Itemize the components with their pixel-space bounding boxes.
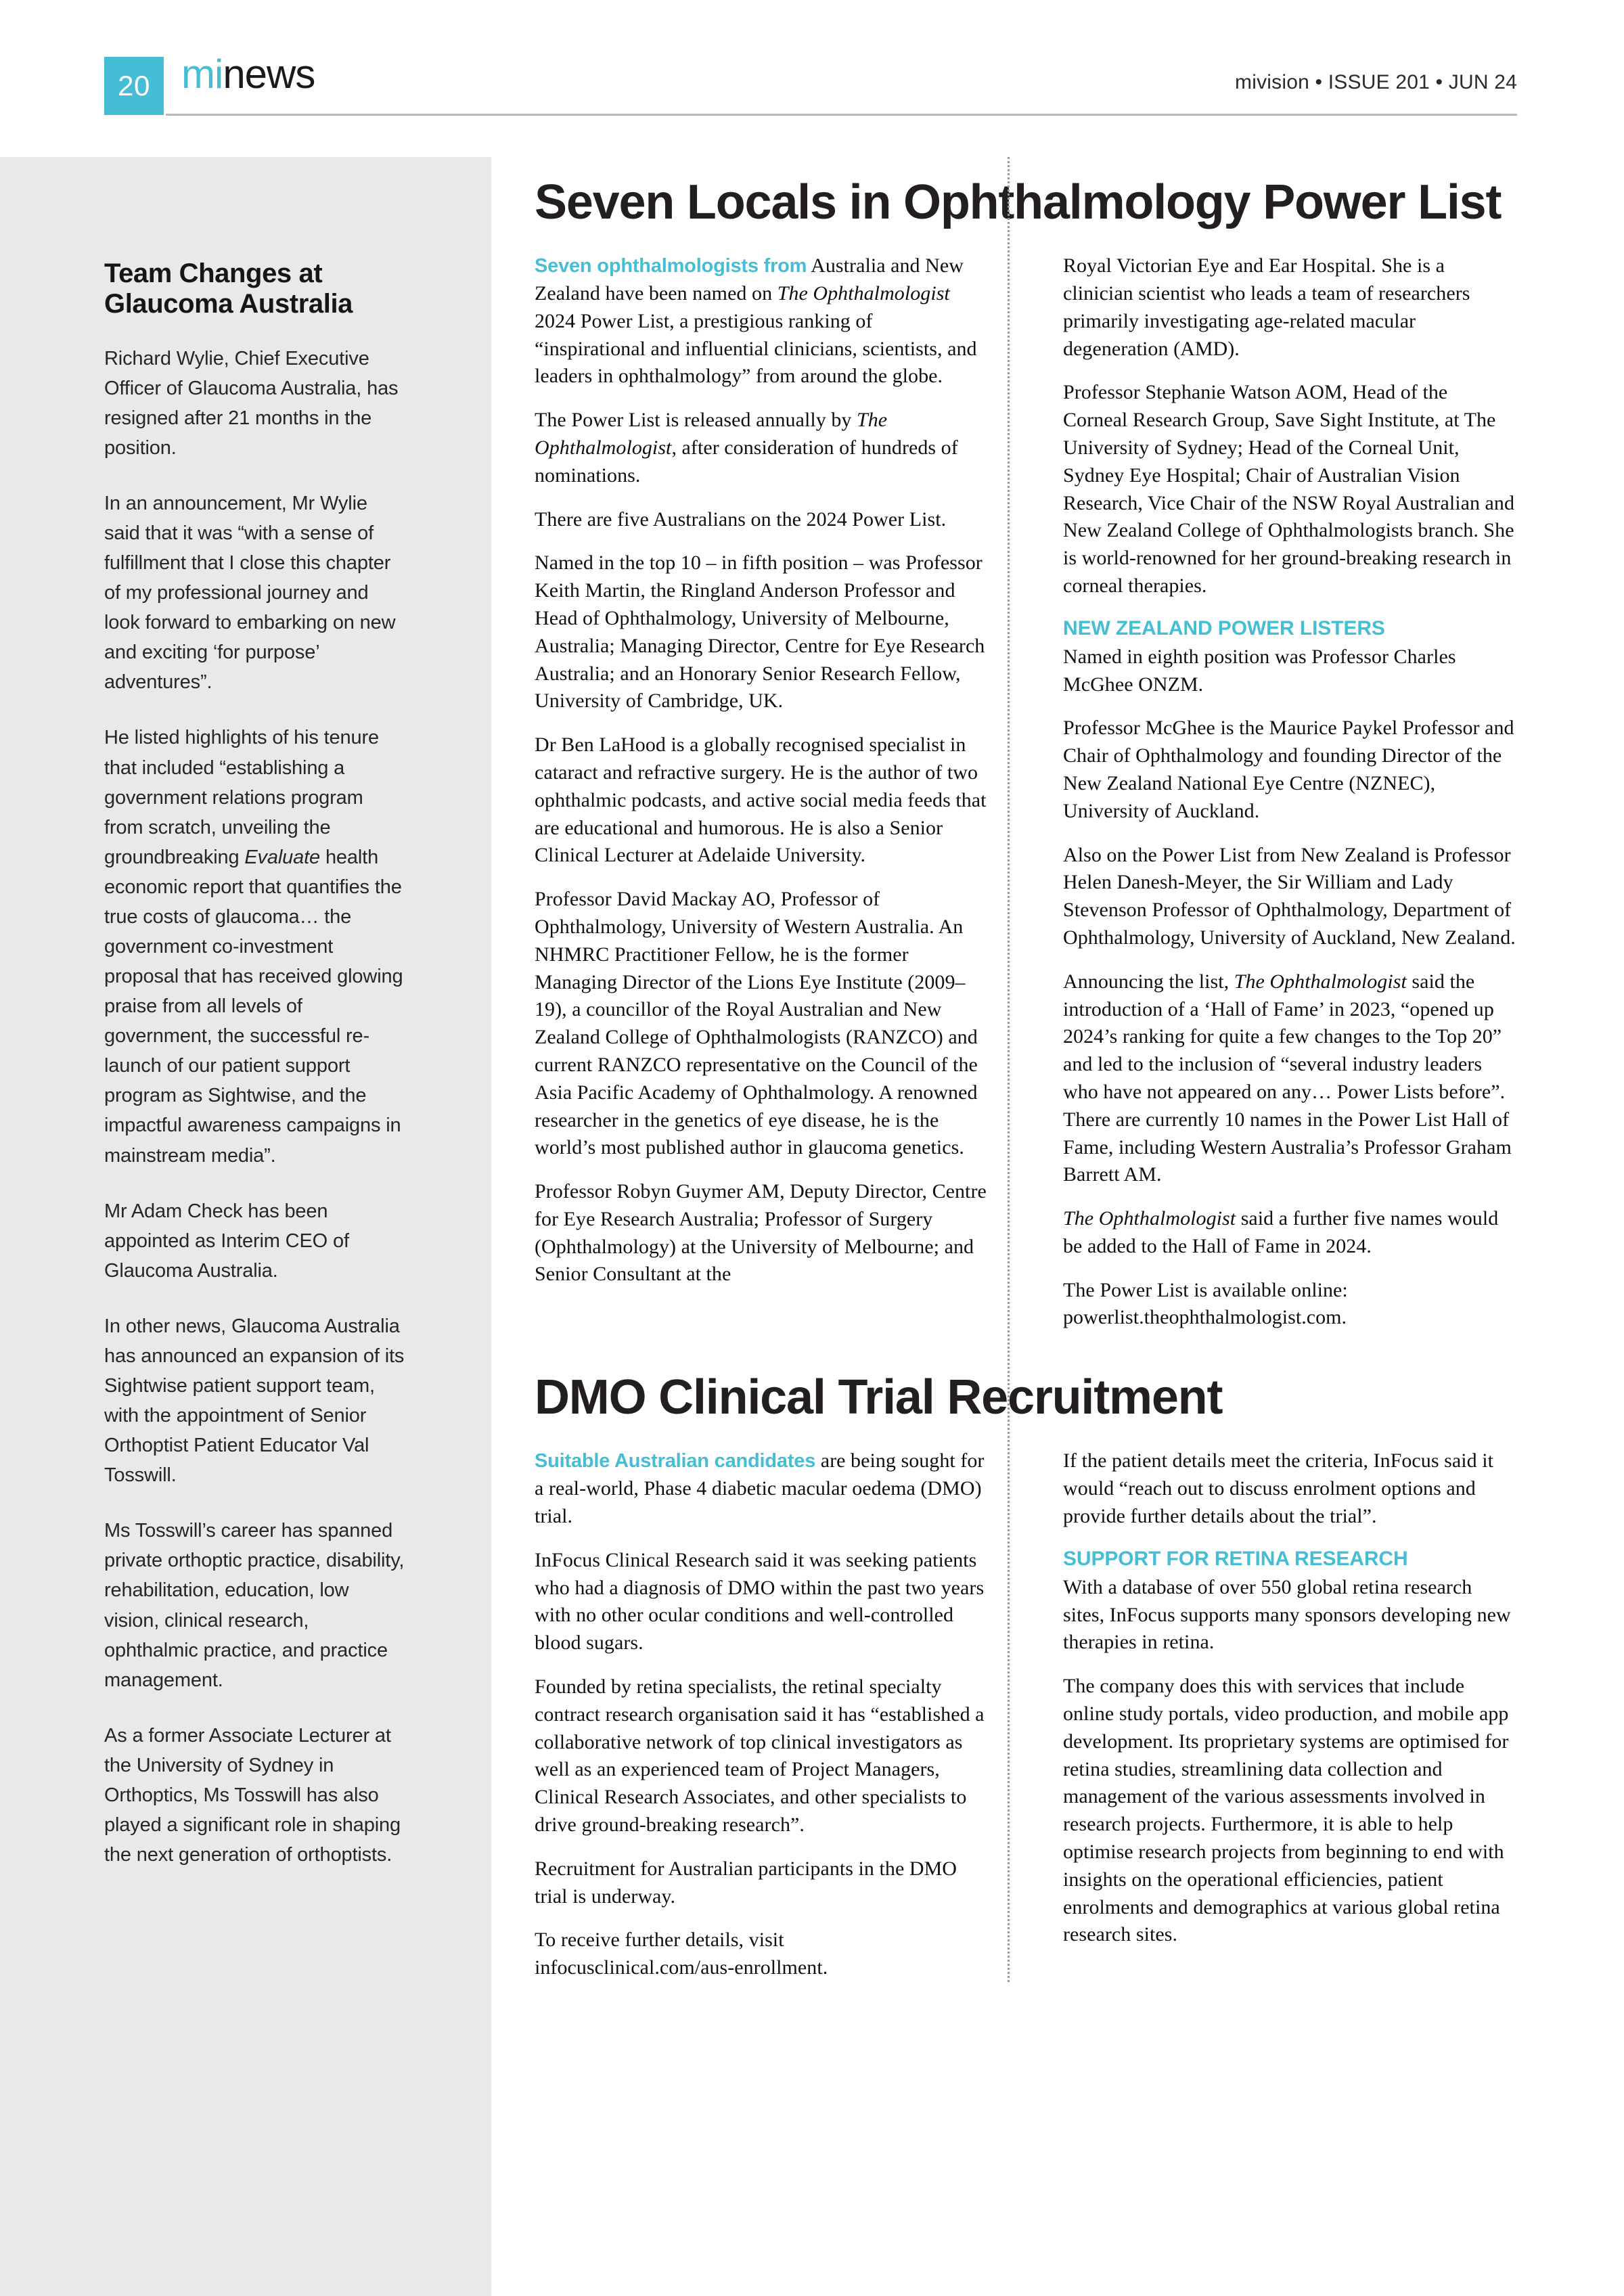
sidebar-panel xyxy=(0,157,491,2296)
article2-paragraph: With a database of over 550 global retina research sites, InFocus supports many sponsors developing new therapies in retina. xyxy=(1063,1575,1511,1654)
article2-paragraph: The company does this with services that include online study portals, video production, and mobile app development. Its proprietary systems are optimised for retina studies, streamlining data collection and management of the various assessments involved in research projects. Furthermore, it is able to help optimise research projects from beginning to end with insights on the operational efficiencies, patient enrolments and demographics at various global retina research sites. xyxy=(1063,1675,1509,1946)
article1-lead-in: Seven ophthalmologists from xyxy=(535,255,807,277)
sidebar-paragraph: In other news, Glaucoma Australia has announced an expansion of its Sightwise patient support team, with the appointment of Senior Orthoptist Patient Educator Val Tosswill. xyxy=(104,1315,405,1487)
article2-paragraph: To receive further details, visit infocusclinical.com/aus-enrollment. xyxy=(535,1929,828,1979)
article1-lead-paragraph: Seven ophthalmologists from Australia and New Zealand have been named on The Ophthalmologist 2024 Power List, a prestigious ranking of “inspirational and influential clinicians, scientists, and leaders in ophthalmology” from around the globe. xyxy=(535,254,977,388)
minews-logo xyxy=(181,51,315,97)
article1-paragraph: Announcing the list, The Ophthalmologist said the introduction of a ‘Hall of Fame’ in 2023, “opened up 2024’s ranking for quite a few changes to the Top 20” and led to the inclusion of “several industry leaders who have not appeared on any… Power Lists before”. There are currently 10 names in the Power List Hall of Fame, including Western Australia’s Professor Graham Barrett AM. xyxy=(1063,970,1512,1186)
sidebar-paragraph: He listed highlights of his tenure that included “establishing a government relations program from scratch, unveiling the groundbreaking Evaluate health economic report that quantifies the true costs of glaucoma… the government co-investment proposal that has received glowing praise from all levels of government, the successful re-launch of our patient support program as Sightwise, and the impactful awareness campaigns in mainstream media”. xyxy=(104,727,403,1167)
article1-paragraph: Professor Stephanie Watson AOM, Head of the Corneal Research Group, Save Sight Institute, at The University of Sydney; Head of the Corneal Unit, Sydney Eye Hospital; Chair of Australian Vision Research, Vice Chair of the NSW Royal Australian and New Zealand College of Ophthalmologists branch. She is world-renowned for her ground-breaking research in corneal therapies. xyxy=(1063,381,1515,597)
masthead-divider xyxy=(166,114,1517,116)
article1-columns xyxy=(535,252,1517,1332)
article2-paragraph: If the patient details meet the criteria, InFocus said it would “reach out to discuss enrolment options and provide further details about the trial”. xyxy=(1063,1449,1493,1528)
article2-column-left xyxy=(535,1447,1008,1982)
article1-paragraph: There are five Australians on the 2024 Power List. xyxy=(535,508,947,531)
article1-paragraph: Professor Robyn Guymer AM, Deputy Director, Centre for Eye Research Australia; Professor of Surgery (Ophthalmology) at the University of Melbourne; and Senior Consultant at the xyxy=(535,1180,987,1286)
article1-paragraph: Royal Victorian Eye and Ear Hospital. She is a clinician scientist who leads a team of researchers primarily investigating age-related macular degeneration (AMD). xyxy=(1063,254,1470,360)
article-power-list xyxy=(535,157,1517,1332)
article2-title: DMO Clinical Trial Recruitment xyxy=(535,1370,1223,1425)
article1-paragraph: The Ophthalmologist said a further five names would be added to the Hall of Fame in 2024. xyxy=(1063,1207,1499,1257)
article1-column-right xyxy=(1044,252,1517,1332)
article1-title: Seven Locals in Ophthalmology Power List xyxy=(535,175,1502,229)
article2-paragraph: Founded by retina specialists, the retinal specialty contract research organisation said it has “established a collaborative network of top clinical investigators as well as an experienced team of Project Managers, Clinical Research Associates, and other specialists to drive ground-breaking research”. xyxy=(535,1675,985,1837)
article1-column-left xyxy=(535,252,1008,1332)
article1-paragraph: The Power List is released annually by The Ophthalmologist, after consideration of hundreds of nominations. xyxy=(535,409,958,487)
column-divider xyxy=(1008,157,1010,1982)
sidebar-paragraph: In an announcement, Mr Wylie said that it was “with a sense of fulfillment that I close this chapter of my professional journey and look forward to embarking on new and exciting ‘for purpose’ adventures”. xyxy=(104,492,396,694)
article1-paragraph: Professor David Mackay AO, Professor of Ophthalmology, University of Western Australia. An NHMRC Practitioner Fellow, he is the former Managing Director of the Lions Eye Institute (2009–19), a councillor of the Royal Australian and New Zealand College of Ophthalmologists (RANZCO) and current RANZCO representative on the Council of the Asia Pacific Academy of Ophthalmology. A renowned researcher in the genetics of eye disease, he is the world’s most published author in glaucoma genetics. xyxy=(535,888,978,1159)
article1-paragraph: Dr Ben LaHood is a globally recognised specialist in cataract and refractive surgery. He is the author of two ophthalmic podcasts, and active social media feeds that are educational and humorous. He is also a Senior Clinical Lecturer at Adelaide University. xyxy=(535,734,987,867)
sidebar-title: Team Changes at Glaucoma Australia xyxy=(104,258,353,319)
sidebar-paragraph: Richard Wylie, Chief Executive Officer of Glaucoma Australia, has resigned after 21 months in the position. xyxy=(104,347,399,459)
sidebar-paragraph: As a former Associate Lecturer at the University of Sydney in Orthoptics, Ms Tosswill has also played a significant role in shaping the next generation of orthoptists. xyxy=(104,1724,401,1866)
article2-lead-in: Suitable Australian candidates xyxy=(535,1450,816,1472)
issue-line: mivision • ISSUE 201 • JUN 24 xyxy=(1235,71,1517,93)
article2-columns xyxy=(535,1447,1517,1982)
article2-lead-paragraph: Suitable Australian candidates are being sought for a real-world, Phase 4 diabetic macular oedema (DMO) trial. xyxy=(535,1449,985,1528)
article1-paragraph: The Power List is available online: powerlist.theophthalmologist.com. xyxy=(1063,1278,1348,1329)
sidebar-paragraph: Ms Tosswill’s career has spanned private orthoptic practice, disability, rehabilitation, education, low vision, clinical research, ophthalmic practice, and practice management. xyxy=(104,1520,405,1691)
article2-paragraph: InFocus Clinical Research said it was seeking patients who had a diagnosis of DMO within the past two years with no other ocular conditions and well-controlled blood sugars. xyxy=(535,1548,985,1655)
article-dmo-trial xyxy=(535,1371,1517,1982)
main-content xyxy=(535,157,1517,1982)
article1-paragraph: Named in the top 10 – in fifth position – was Professor Keith Martin, the Ringland Anderson Professor and Head of Ophthalmology, University of Melbourne, Australia; Managing Director, Centre for Eye Research Australia; and an Honorary Senior Research Fellow, University of Cambridge, UK. xyxy=(535,552,985,713)
article1-paragraph: Named in eighth position was Professor Charles McGhee ONZM. xyxy=(1063,645,1456,696)
article1-paragraph: Professor McGhee is the Maurice Paykel Professor and Chair of Ophthalmology and founding Director of the New Zealand National Eye Centre (NZNEC), University of Auckland. xyxy=(1063,717,1514,822)
page-number: 20 xyxy=(118,70,150,102)
logo-prefix: mi xyxy=(181,51,223,97)
article2-column-right xyxy=(1044,1447,1517,1982)
article2-subhead: SUPPORT FOR RETINA RESEARCH xyxy=(1063,1547,1408,1570)
sidebar-paragraph: Mr Adam Check has been appointed as Interim CEO of Glaucoma Australia. xyxy=(104,1200,349,1282)
logo-suffix: news xyxy=(223,51,315,97)
page-number-badge xyxy=(104,57,164,115)
masthead xyxy=(0,0,1624,157)
sidebar-content xyxy=(104,258,406,1870)
article1-paragraph: Also on the Power List from New Zealand is Professor Helen Danesh-Meyer, the Sir William and Lady Stevenson Professor of Ophthalmology, Department of Ophthalmology, University of Auckland, New Zealand. xyxy=(1063,843,1516,949)
article2-paragraph: Recruitment for Australian participants in the DMO trial is underway. xyxy=(535,1857,957,1908)
article1-subhead: NEW ZEALAND POWER LISTERS xyxy=(1063,616,1385,639)
